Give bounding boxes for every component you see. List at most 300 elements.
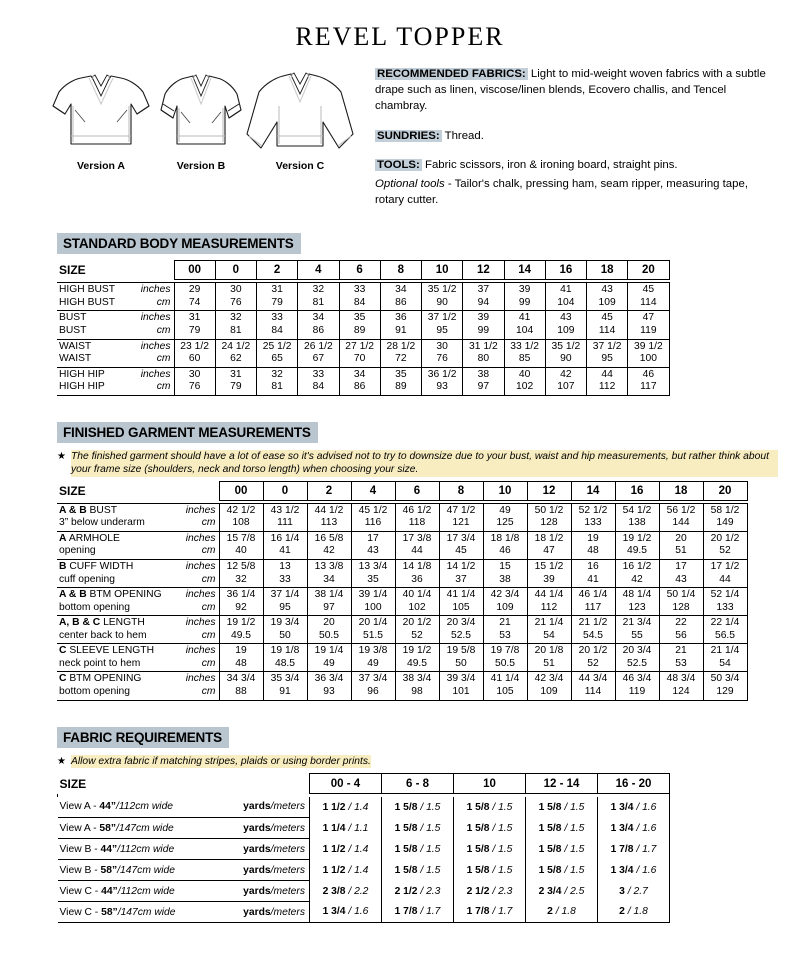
cm-value: 123 xyxy=(628,601,646,613)
inches-value: 32 xyxy=(230,312,242,324)
inches-value: 52 1/2 xyxy=(578,504,608,516)
fabric-value-cell: 1 5/8 / 1.5 xyxy=(454,797,526,818)
inches-value: 15 1/2 xyxy=(534,561,564,573)
fabric-row-label xyxy=(58,881,310,902)
cm-value: 86 xyxy=(312,324,325,336)
inches-value: 21 xyxy=(499,617,511,629)
row-label-line-2: BUST cm xyxy=(59,324,171,336)
cm-value: 109 xyxy=(496,601,514,613)
cm-value: 35 xyxy=(367,573,379,585)
measurement-cell xyxy=(703,672,747,700)
row-label xyxy=(57,588,219,616)
measurement-cell xyxy=(263,531,307,559)
measurement-cell xyxy=(545,339,586,367)
table-size-header-row xyxy=(57,481,747,500)
inches-value: 45 xyxy=(642,284,655,296)
cm-value: 109 xyxy=(557,324,575,336)
illustration-group xyxy=(45,66,365,211)
cm-value: 84 xyxy=(271,324,283,336)
size-header-cell: 2 xyxy=(257,261,298,280)
row-label-line-1: A ARMHOLE inches xyxy=(59,532,216,544)
cm-value: 62 xyxy=(230,353,242,365)
optional-tools-label: Optional tools xyxy=(375,177,445,190)
inches-value: 30 xyxy=(436,340,448,352)
cm-value: 52 xyxy=(411,629,423,641)
inches-value: 44 1/2 xyxy=(314,504,344,516)
cm-value: 96 xyxy=(367,685,379,697)
cm-value: 112 xyxy=(540,601,558,613)
cm-value: 49.5 xyxy=(406,657,428,669)
row-label xyxy=(57,672,219,700)
inches-value: 20 xyxy=(675,532,687,544)
row-label xyxy=(57,339,174,367)
row-label-line-2: 3” below underarm cm xyxy=(59,517,216,529)
table-bottom-border xyxy=(57,395,669,396)
row-label-line-1: A & B BTM OPENING inches xyxy=(59,589,216,601)
measurement-cell xyxy=(571,503,615,531)
measurement-cell xyxy=(395,616,439,644)
inches-value: 32 xyxy=(271,368,283,380)
size-header-cell: 10 xyxy=(422,261,463,280)
row-label-line-1: A & B BUST inches xyxy=(59,504,216,516)
inches-value: 54 1/2 xyxy=(622,504,652,516)
cm-value: 86 xyxy=(353,381,366,393)
fabric-value-cell: 1 5/8 / 1.5 xyxy=(382,818,454,839)
measurement-cell xyxy=(439,560,483,588)
inches-value: 13 xyxy=(279,561,291,573)
inches-value: 39 xyxy=(477,312,490,324)
fabric-value-cell: 1 1/2 / 1.4 xyxy=(310,797,382,818)
measurement-cell xyxy=(527,616,571,644)
inches-value: 20 1/2 xyxy=(402,617,432,629)
measurement-cell xyxy=(504,339,545,367)
measurement-cell xyxy=(174,367,215,395)
measurement-cell xyxy=(439,588,483,616)
cm-value: 54 xyxy=(543,629,555,641)
cm-value: 99 xyxy=(518,296,531,308)
cm-value: 84 xyxy=(353,296,366,308)
cm-value: 98 xyxy=(411,685,423,697)
fabric-unit-label: yards/meters xyxy=(243,864,305,876)
row-label-line-2: bottom opening cm xyxy=(59,685,216,697)
measurement-cell xyxy=(307,560,351,588)
inches-value: 39 3/4 xyxy=(446,673,476,685)
inches-value: 20 1/4 xyxy=(358,617,388,629)
measurement-cell xyxy=(463,367,504,395)
recommended-fabrics-text: Light to mid-weight woven fabrics with a subtle drape such as linen, viscose/linen blends, Ecovero challis, and Tencel chambray. xyxy=(375,68,766,113)
inches-value: 17 xyxy=(367,532,379,544)
sundries-block xyxy=(375,128,778,144)
cm-value: 76 xyxy=(230,296,242,308)
fabric-value-cell: 1 7/8 / 1.7 xyxy=(454,902,526,923)
inches-value: 19 1/2 xyxy=(402,645,432,657)
table-row xyxy=(57,503,747,531)
inches-value: 42 3/4 xyxy=(490,589,520,601)
measurement-cell xyxy=(219,616,263,644)
size-label: SIZE xyxy=(59,776,87,791)
inches-value: 45 1/2 xyxy=(358,504,388,516)
measurement-cell xyxy=(483,672,527,700)
fabric-view-name: View C - 44”/112cm wide xyxy=(59,885,175,897)
measurement-cell xyxy=(215,311,256,339)
cm-value: 81 xyxy=(230,324,242,336)
fabric-value-cell: 1 3/4 / 1.6 xyxy=(598,860,670,881)
fabric-value-cell: 1 5/8 / 1.5 xyxy=(454,860,526,881)
inches-value: 41 xyxy=(560,284,572,296)
measurement-cell xyxy=(422,283,463,311)
measurement-cell xyxy=(628,367,669,395)
measurement-cell xyxy=(571,531,615,559)
cm-value: 67 xyxy=(312,353,325,365)
inches-value: 49 xyxy=(499,504,511,516)
cm-value: 109 xyxy=(540,685,558,697)
cm-value: 49.5 xyxy=(230,629,252,641)
fabric-row xyxy=(58,818,670,839)
cm-value: 74 xyxy=(188,296,201,308)
inches-value: 36 xyxy=(395,312,407,324)
star-bullet-icon: ★ xyxy=(57,450,66,462)
inches-value: 22 xyxy=(675,617,687,629)
inches-value: 30 xyxy=(230,284,242,296)
measurement-cell xyxy=(219,503,263,531)
inches-value: 44 xyxy=(601,368,613,380)
cm-value: 49.5 xyxy=(626,545,648,557)
inches-value: 40 xyxy=(518,368,531,380)
inches-value: 35 3/4 xyxy=(270,673,300,685)
cm-value: 41 xyxy=(587,573,599,585)
inches-value: 37 1/4 xyxy=(270,589,300,601)
body-measurements-title: STANDARD BODY MEASUREMENTS xyxy=(57,233,301,254)
cm-value: 90 xyxy=(560,353,572,365)
cm-value: 52.5 xyxy=(626,657,648,669)
inches-value: 46 1/4 xyxy=(578,589,608,601)
fabric-value-cell: 1 5/8 / 1.5 xyxy=(526,860,598,881)
fabric-view-name: View A - 58”/147cm wide xyxy=(59,822,174,834)
info-panel xyxy=(365,66,778,211)
measurement-cell xyxy=(703,616,747,644)
measurement-cell xyxy=(659,616,703,644)
inches-value: 34 xyxy=(353,368,366,380)
measurement-cell xyxy=(571,616,615,644)
fabric-value-cell: 2 / 1.8 xyxy=(598,902,670,923)
measurement-cell xyxy=(483,616,527,644)
size-label: SIZE xyxy=(59,263,86,278)
cm-value: 46 xyxy=(499,545,511,557)
inches-value: 17 3/4 xyxy=(446,532,476,544)
size-header-cell: 12 - 14 xyxy=(526,774,598,794)
measurement-cell xyxy=(587,367,628,395)
bottom-border-cell xyxy=(57,700,747,701)
cm-value: 76 xyxy=(436,353,448,365)
cm-value: 119 xyxy=(628,685,646,697)
row-label xyxy=(57,531,219,559)
cm-value: 80 xyxy=(477,353,490,365)
inches-value: 38 1/4 xyxy=(314,589,344,601)
measurement-cell xyxy=(351,503,395,531)
measurement-cell xyxy=(439,616,483,644)
inches-value: 20 3/4 xyxy=(622,645,652,657)
row-label xyxy=(57,311,174,339)
cm-value: 44 xyxy=(719,573,731,585)
size-header-cell: 12 xyxy=(527,481,571,500)
cm-value: 51 xyxy=(675,545,687,557)
measurement-cell xyxy=(215,283,256,311)
inches-value: 36 1/4 xyxy=(226,589,256,601)
inches-value: 21 1/4 xyxy=(534,617,564,629)
cm-value: 65 xyxy=(271,353,283,365)
row-label-line-1: HIGH BUST inches xyxy=(59,284,171,296)
measurement-cell xyxy=(339,311,380,339)
inches-value: 33 xyxy=(271,312,283,324)
inches-value: 19 1/2 xyxy=(622,532,652,544)
tools-text: Fabric scissors, iron & ironing board, straight pins. xyxy=(425,158,678,171)
measurement-cell xyxy=(439,644,483,672)
table-row xyxy=(57,283,669,311)
inches-value: 19 3/8 xyxy=(358,645,388,657)
measurement-cell xyxy=(257,311,298,339)
measurement-cell xyxy=(395,672,439,700)
cm-value: 48 xyxy=(587,545,599,557)
measurement-cell xyxy=(422,367,463,395)
measurement-cell xyxy=(659,588,703,616)
cm-value: 102 xyxy=(516,381,534,393)
inches-value: 13 3/8 xyxy=(314,561,344,573)
fabric-note-text: Allow extra fabric if matching stripes, plaids or using border prints. xyxy=(70,755,371,767)
table-size-header-row xyxy=(57,261,669,280)
cm-value: 70 xyxy=(353,353,366,365)
inches-value: 18 1/8 xyxy=(490,532,520,544)
table-row xyxy=(57,367,669,395)
size-header-cell: 6 - 8 xyxy=(382,774,454,794)
cm-value: 119 xyxy=(640,324,657,336)
garment-note-text: The finished garment should have a lot of ease so it's advised not to try to downsize due to your bust, waist and hip measurements, but rather think about your frame size (shoulders, neck and torso length) when choosing your size. xyxy=(71,450,778,477)
inches-value: 18 1/2 xyxy=(534,532,564,544)
inches-value: 23 1/2 xyxy=(180,340,209,352)
measurement-cell xyxy=(215,339,256,367)
row-label xyxy=(57,644,219,672)
cm-value: 34 xyxy=(323,573,335,585)
fabric-view-name: View B - 44”/112cm wide xyxy=(59,843,175,855)
size-header-cell: 6 xyxy=(395,481,439,500)
cm-value: 50.5 xyxy=(494,657,516,669)
fabric-value-cell: 1 5/8 / 1.5 xyxy=(526,839,598,860)
measurement-cell xyxy=(463,311,504,339)
inches-value: 34 xyxy=(312,312,325,324)
row-label-line-1: B CUFF WIDTH inches xyxy=(59,561,216,573)
measurement-cell xyxy=(659,560,703,588)
fabric-row-label-line xyxy=(60,801,310,812)
measurement-cell xyxy=(659,644,703,672)
inches-value: 47 1/2 xyxy=(446,504,476,516)
inches-value: 40 1/4 xyxy=(402,589,432,601)
top-area xyxy=(0,52,800,211)
measurement-cell xyxy=(571,588,615,616)
fabric-value-cell: 2 1/2 / 2.3 xyxy=(454,881,526,902)
star-bullet-icon: ★ xyxy=(57,755,66,767)
fabric-value-cell: 1 5/8 / 1.5 xyxy=(454,818,526,839)
inches-value: 47 xyxy=(642,312,655,324)
row-label-line-2: HIGH BUST cm xyxy=(59,296,171,308)
fabric-requirements-section xyxy=(57,727,778,924)
cm-value: 128 xyxy=(672,601,690,613)
measurement-cell xyxy=(439,672,483,700)
inches-value: 14 1/2 xyxy=(446,561,476,573)
measurement-cell xyxy=(504,367,545,395)
inches-value: 37 xyxy=(477,284,490,296)
fabric-value-cell: 1 5/8 / 1.5 xyxy=(382,860,454,881)
measurement-cell xyxy=(659,672,703,700)
fabric-value-cell: 3 / 2.7 xyxy=(598,881,670,902)
cm-value: 124 xyxy=(672,685,690,697)
measurement-cell xyxy=(257,283,298,311)
cm-value: 117 xyxy=(584,601,602,613)
table-bottom-border xyxy=(57,700,747,701)
measurement-cell xyxy=(439,531,483,559)
fabric-row-label xyxy=(58,797,310,818)
inches-value: 28 1/2 xyxy=(386,340,416,352)
measurement-cell xyxy=(351,560,395,588)
row-label-line-2: opening cm xyxy=(59,545,216,557)
measurement-cell xyxy=(395,503,439,531)
cm-value: 114 xyxy=(640,296,657,308)
inches-value: 43 xyxy=(560,312,572,324)
table-row xyxy=(57,672,747,700)
inches-value: 36 3/4 xyxy=(314,673,344,685)
size-header-cell: 0 xyxy=(215,261,256,280)
inches-value: 56 1/2 xyxy=(666,504,696,516)
measurement-cell xyxy=(351,588,395,616)
fabric-row-label xyxy=(58,818,310,839)
recommended-fabrics-block xyxy=(375,66,778,115)
measurement-cell xyxy=(298,339,339,367)
cm-value: 84 xyxy=(312,381,325,393)
measurement-cell xyxy=(527,644,571,672)
inches-value: 29 xyxy=(188,284,201,296)
cm-value: 149 xyxy=(716,517,734,529)
version-b-illustration xyxy=(157,66,245,158)
size-label: SIZE xyxy=(59,483,86,498)
measurement-cell xyxy=(504,283,545,311)
inches-value: 19 1/8 xyxy=(270,645,300,657)
inches-value: 58 1/2 xyxy=(710,504,740,516)
fabric-value-cell: 1 3/4 / 1.6 xyxy=(598,818,670,839)
cm-value: 102 xyxy=(408,601,426,613)
cm-value: 129 xyxy=(716,685,734,697)
measurement-cell xyxy=(298,311,339,339)
inches-value: 16 1/4 xyxy=(270,532,300,544)
inches-value: 19 3/4 xyxy=(270,617,300,629)
fabric-row xyxy=(58,860,670,881)
cm-value: 48 xyxy=(235,657,247,669)
cm-value: 53 xyxy=(499,629,511,641)
table-row xyxy=(57,616,747,644)
row-label-line-2: HIGH HIP cm xyxy=(59,381,171,393)
inches-value: 21 1/2 xyxy=(578,617,608,629)
fabric-row-label-line xyxy=(60,823,310,834)
inches-value: 19 7/8 xyxy=(490,645,520,657)
cm-value: 56.5 xyxy=(714,629,736,641)
cm-value: 105 xyxy=(452,601,470,613)
fabric-row xyxy=(58,839,670,860)
inches-value: 15 xyxy=(499,561,511,573)
size-header-cell: 16 xyxy=(615,481,659,500)
cm-value: 88 xyxy=(235,685,247,697)
recommended-fabrics-heading: RECOMMENDED FABRICS: xyxy=(377,68,526,80)
fabric-value-cell: 1 5/8 / 1.5 xyxy=(382,839,454,860)
cm-value: 93 xyxy=(436,381,448,393)
size-header-cell: 20 xyxy=(628,261,669,280)
cm-value: 43 xyxy=(675,573,687,585)
row-label-line-1: WAIST inches xyxy=(59,340,171,352)
inches-value: 46 3/4 xyxy=(622,673,652,685)
fabric-view-name: View C - 58”/147cm wide xyxy=(59,906,176,918)
fabric-row-label xyxy=(58,860,310,881)
row-label xyxy=(57,367,174,395)
measurement-cell xyxy=(307,588,351,616)
inches-value: 17 1/2 xyxy=(710,561,740,573)
inches-value: 31 xyxy=(230,368,242,380)
inches-value: 19 xyxy=(235,645,247,657)
measurement-cell xyxy=(307,531,351,559)
cm-value: 125 xyxy=(496,517,514,529)
size-header-cell: 16 xyxy=(545,261,586,280)
size-header-cell: 4 xyxy=(298,261,339,280)
inches-value: 37 3/4 xyxy=(358,673,388,685)
measurement-cell xyxy=(351,644,395,672)
cm-value: 50.5 xyxy=(318,629,340,641)
size-header-cell: 0 xyxy=(263,481,307,500)
cm-value: 51.5 xyxy=(362,629,384,641)
cm-value: 113 xyxy=(320,517,338,529)
inches-value: 50 1/4 xyxy=(666,589,696,601)
fabric-value-cell: 2 1/2 / 2.3 xyxy=(382,881,454,902)
cm-value: 79 xyxy=(188,324,201,336)
size-header-cell: 10 xyxy=(454,774,526,794)
inches-value: 32 xyxy=(312,284,325,296)
measurement-cell xyxy=(351,616,395,644)
measurement-cell xyxy=(351,531,395,559)
measurement-cell xyxy=(527,560,571,588)
cm-value: 94 xyxy=(477,296,490,308)
measurement-cell xyxy=(483,531,527,559)
cm-value: 39 xyxy=(543,573,555,585)
table-row xyxy=(57,531,747,559)
measurement-cell xyxy=(615,531,659,559)
fabric-value-cell: 1 3/4 / 1.6 xyxy=(310,902,382,923)
cm-value: 52 xyxy=(719,545,731,557)
measurement-cell xyxy=(628,311,669,339)
measurement-cell xyxy=(527,503,571,531)
measurement-cell xyxy=(351,672,395,700)
cm-value: 97 xyxy=(477,381,490,393)
fabric-value-cell: 1 7/8 / 1.7 xyxy=(598,839,670,860)
measurement-cell xyxy=(527,672,571,700)
optional-tools-text: - Tailor's chalk, pressing ham, seam ripper, measuring tape, rotary cutter. xyxy=(375,177,748,207)
inches-value: 35 1/2 xyxy=(427,284,457,296)
cm-value: 101 xyxy=(452,685,470,697)
measurement-cell xyxy=(615,588,659,616)
row-label-line-2: bottom opening cm xyxy=(59,601,216,613)
measurement-cell xyxy=(659,503,703,531)
cm-value: 133 xyxy=(716,601,734,613)
inches-value: 34 3/4 xyxy=(226,673,256,685)
version-labels xyxy=(45,160,365,172)
cm-value: 45 xyxy=(455,545,467,557)
inches-value: 12 5/8 xyxy=(226,561,256,573)
cm-value: 100 xyxy=(639,353,657,365)
row-label xyxy=(57,503,219,531)
measurement-cell xyxy=(422,339,463,367)
